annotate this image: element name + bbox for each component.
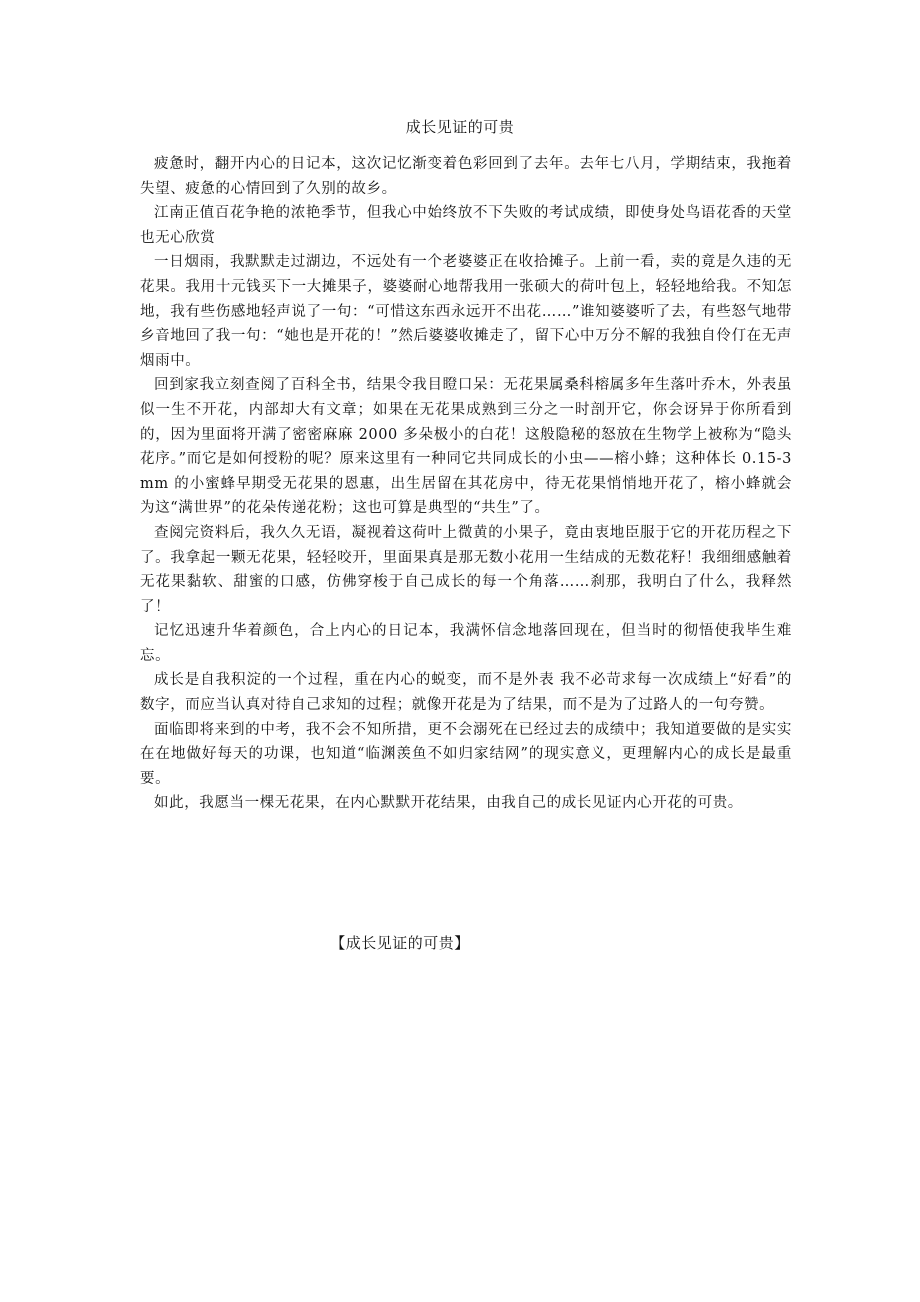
paragraph-5: 查阅完资料后，我久久无语，凝视着这荷叶上微黄的小果子，竟由衷地臣服于它的开花历程之下了。我拿起一颗无花果，轻轻咬开，里面果真是那无数小花用一生结成的无数花籽！我细细感触着无花果黏软、甜蜜的口感，仿佛穿梭于自己成长的每一个角落……刹那，我明白了什么，我释然了！: [140, 524, 792, 615]
paragraph-8: 面临即将来到的中考，我不会不知所措，更不会溺死在已经过去的成绩中；我知道要做的是实实在在地做好每天的功课，也知道“临渊羡鱼不如归家结网”的现实意义，更理解内心的成长是最重要。: [140, 721, 792, 787]
document-title: 成长见证的可贵: [405, 118, 515, 136]
document-body: [140, 152, 792, 816]
paragraph-1: 疲惫时，翻开内心的日记本，这次记忆渐变着色彩回到了去年。去年七八月，学期结束，我拖着失望、疲惫的心情回到了久别的故乡。: [140, 156, 792, 197]
paragraph-6: 记忆迅速升华着颜色，合上内心的日记本，我满怀信念地落回现在，但当时的彻悟使我毕生难忘。: [140, 623, 792, 664]
paragraph-9: 如此，我愿当一棵无花果，在内心默默开花结果，由我自己的成长见证内心开花的可贵。: [154, 795, 743, 812]
footer-title: 【成长见证的可贵】: [330, 934, 470, 952]
paragraph-3: 一日烟雨，我默默走过湖边，不远处有一个老婆婆正在收拾摊子。上前一看，卖的竟是久违的无花果。我用十元钱买下一大摊果子，婆婆耐心地帮我用一张硕大的荷叶包上，轻轻地给我。不知怎地，我有些伤感地轻声说了一句：“可惜这东西永远开不出花……”谁知婆婆听了去，有些怒气地带乡音地回了我一句：“她也是开花的！”然后婆婆收摊走了，留下心中万分不解的我独自伶仃在无声烟雨中。: [140, 254, 792, 369]
paragraph-4: 回到家我立刻查阅了百科全书，结果令我目瞪口呆：无花果属桑科榕属多年生落叶乔木，外表虽似一生不开花，内部却大有文章；如果在无花果成熟到三分之一时剖开它，你会讶异于你所看到的，因为里面将开满了密密麻麻 2000 多朵极小的白花！这般隐秘的怒放在生物学上被称为“隐头花序。”而它是如何授粉的呢？原来这里有一种同它共同成长的小虫——榕小蜂；这种体长 0.15-3mm 的小蜜蜂早期受无花果的恩惠，出生居留在其花房中，待无花果悄悄地开花了，榕小蜂就会为这“满世界”的花朵传递花粉；这也可算是典型的“共生”了。: [140, 377, 792, 517]
paragraph-7: 成长是自我积淀的一个过程，重在内心的蜕变，而不是外表 我不必苛求每一次成绩上“好看”的数字，而应当认真对待自己求知的过程；就像开花是为了结果，而不是为了过路人的一句夸赞。: [140, 672, 792, 714]
paragraph-2: 江南正值百花争艳的浓艳季节，但我心中始终放不下失败的考试成绩，即使身处鸟语花香的天堂也无心欣赏: [140, 205, 792, 246]
